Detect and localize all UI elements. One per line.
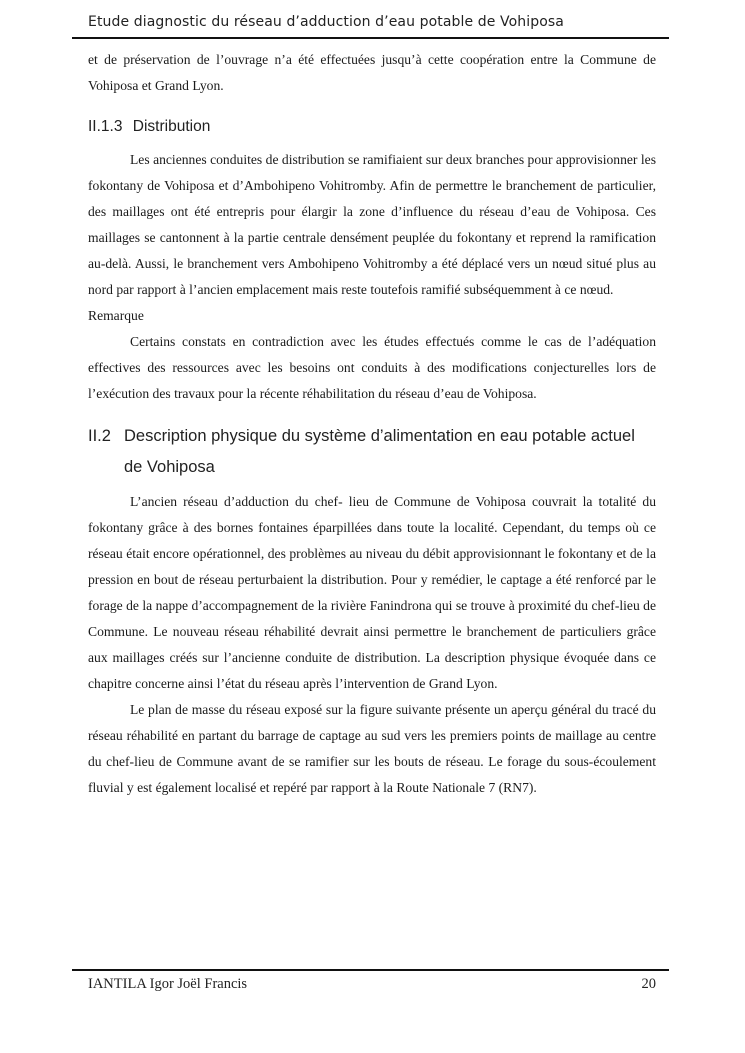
intro-continuation-paragraph: et de préservation de l’ouvrage n’a été effectuées jusqu’à cette coopération entre la Commune de Vohiposa et Grand Lyon. xyxy=(88,52,656,93)
page-number: 20 xyxy=(641,976,656,992)
description-paragraph-1: L’ancien réseau d’adduction du chef- lieu de Commune de Vohiposa couvrait la totalité du fokontany grâce à des bornes fontaines éparpillées dans toute la localité. Cependant, du temps où ce réseau était encore opérationnel, des problèmes au niveau du débit approvisionnant le fokontany et de la pression en bout de réseau perturbaient la distribution. Pour y remédier, le captage a été renforcé par le forage de la nappe d’accompagnement de la rivière Fanindrona qui se trouve à proximité du chef-lieu de Commune. Le nouveau réseau réhabilité devrait ainsi permettre le branchement de particuliers grâce aux maillages créés sur l’ancienne conduite de distribution. La description physique évoquée dans ce chapitre concerne ainsi l’état du réseau après l’intervention de Grand Lyon. xyxy=(88,494,656,691)
remark-label: Remarque xyxy=(88,308,144,323)
footer-rule xyxy=(72,969,669,971)
section-heading-description-physique xyxy=(88,421,656,483)
page-content xyxy=(88,47,656,801)
header-rule xyxy=(72,37,669,39)
section-heading-distribution xyxy=(88,115,656,139)
description-paragraph-2: Le plan de masse du réseau exposé sur la figure suivante présente un aperçu général du tracé du réseau réhabilité en partant du barrage de captage au sud vers les premiers points de maillage au centre du chef-lieu de Commune avant de se ramifier sur les bouts de réseau. Le forage du sous-écoulement fluvial y est également localisé et repéré par rapport à la Route Nationale 7 (RN7). xyxy=(88,702,656,795)
section-number: II.2 xyxy=(88,427,111,445)
footer-author: IANTILA Igor Joël Francis xyxy=(88,976,248,992)
remark-paragraph: Certains constats en contradiction avec les études effectués comme le cas de l’adéquation effectives des ressources avec les besoins ont conduits à des modifications conjecturelles lors de l’exécution des travaux pour la récente réhabilitation du réseau d’eau de Vohiposa. xyxy=(88,334,656,401)
distribution-paragraph: Les anciennes conduites de distribution se ramifiaient sur deux branches pour approvisionner les fokontany de Vohiposa et d’Ambohipeno Vohitromby. Afin de permettre le branchement de particulier, des maillages ont été entrepris pour élargir la zone d’influence du réseau d’eau de Vohiposa. Ces maillages se cantonnent à la partie centrale densément peuplée du fokontany et reprend la ramification au-delà. Aussi, le branchement vers Ambohipeno Vohitromby a été déplacé vers un nœud situé plus au nord par rapport à l’ancien emplacement mais reste toutefois ramifié subséquemment à ce nœud. xyxy=(88,152,656,297)
section-number: II.1.3 xyxy=(88,118,123,135)
section-title: Description physique du système d’alimentation en eau potable actuel de Vohiposa xyxy=(124,427,635,476)
section-title: Distribution xyxy=(132,118,211,135)
running-header: Etude diagnostic du réseau d’adduction d’eau potable de Vohiposa xyxy=(88,14,564,30)
